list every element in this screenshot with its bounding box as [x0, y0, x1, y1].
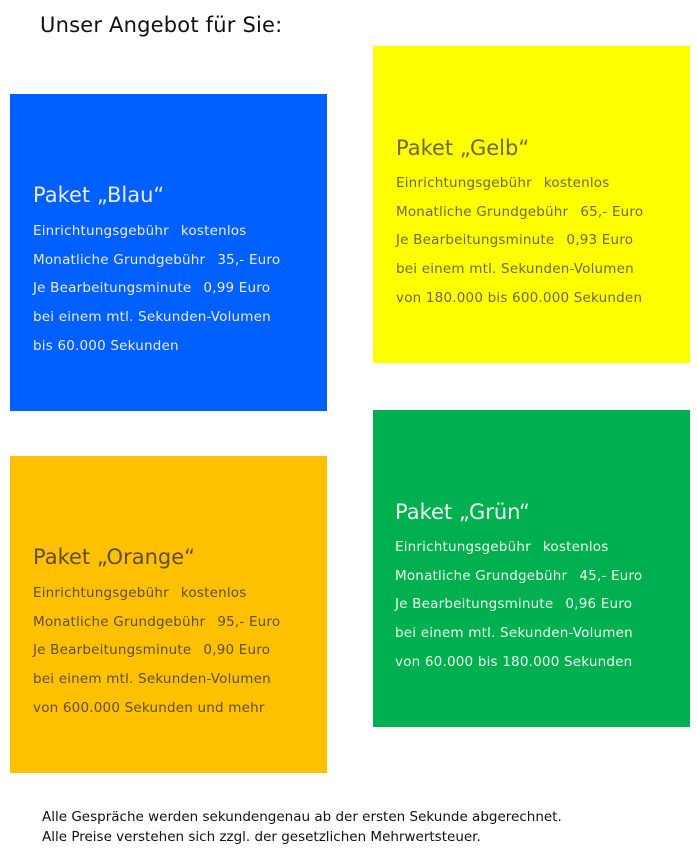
footer-line-1: Alle Gespräche werden sekundengenau ab der ersten Sekunde abgerechnet.	[42, 809, 562, 825]
per-minute-row	[33, 641, 270, 659]
setup-fee-row	[33, 222, 246, 240]
footer-line-2: Alle Preise verstehen sich zzgl. der gesetzlichen Mehrwertsteuer.	[42, 829, 481, 845]
package-title: Paket „Grün“	[395, 500, 530, 524]
volume-line-2: bis 60.000 Sekunden	[33, 338, 179, 354]
package-card-orange	[10, 456, 327, 773]
setup-fee-value: kostenlos	[543, 175, 610, 191]
page-title: Unser Angebot für Sie:	[40, 13, 283, 37]
package-title: Paket „Gelb“	[396, 136, 530, 160]
package-title: Paket „Orange“	[33, 545, 196, 569]
monthly-fee-value: 35,- Euro	[217, 252, 281, 268]
volume-line-1: bei einem mtl. Sekunden-Volumen	[395, 625, 633, 641]
setup-fee-label: Einrichtungsgebühr	[33, 223, 169, 239]
package-card-gelb	[373, 46, 690, 363]
monthly-fee-value: 45,- Euro	[579, 568, 643, 584]
monthly-fee-row	[33, 251, 280, 269]
per-minute-value: 0,90 Euro	[203, 642, 271, 658]
monthly-fee-label: Monatliche Grundgebühr	[33, 614, 206, 630]
per-minute-value: 0,96 Euro	[565, 596, 633, 612]
monthly-fee-label: Monatliche Grundgebühr	[33, 252, 206, 268]
package-card-gruen	[373, 410, 690, 727]
volume-line-2: von 180.000 bis 600.000 Sekunden	[396, 290, 643, 306]
setup-fee-label: Einrichtungsgebühr	[396, 175, 532, 191]
monthly-fee-value: 65,- Euro	[580, 204, 644, 220]
monthly-fee-row	[33, 613, 280, 631]
monthly-fee-label: Monatliche Grundgebühr	[395, 568, 568, 584]
per-minute-row	[395, 595, 632, 613]
per-minute-label: Je Bearbeitungsminute	[33, 280, 192, 296]
monthly-fee-row	[395, 567, 642, 585]
volume-line-1: bei einem mtl. Sekunden-Volumen	[33, 671, 271, 687]
setup-fee-value: kostenlos	[180, 585, 247, 601]
monthly-fee-row	[396, 203, 643, 221]
volume-line-2: von 600.000 Sekunden und mehr	[33, 700, 265, 716]
volume-line-2: von 60.000 bis 180.000 Sekunden	[395, 654, 633, 670]
setup-fee-value: kostenlos	[180, 223, 247, 239]
monthly-fee-label: Monatliche Grundgebühr	[396, 204, 569, 220]
setup-fee-label: Einrichtungsgebühr	[395, 539, 531, 555]
per-minute-value: 0,99 Euro	[203, 280, 271, 296]
footer-notes	[42, 807, 562, 847]
volume-line-1: bei einem mtl. Sekunden-Volumen	[33, 309, 271, 325]
setup-fee-value: kostenlos	[542, 539, 609, 555]
per-minute-label: Je Bearbeitungsminute	[33, 642, 192, 658]
per-minute-row	[396, 231, 633, 249]
per-minute-value: 0,93 Euro	[566, 232, 634, 248]
setup-fee-row	[33, 584, 246, 602]
setup-fee-label: Einrichtungsgebühr	[33, 585, 169, 601]
volume-line-1: bei einem mtl. Sekunden-Volumen	[396, 261, 634, 277]
monthly-fee-value: 95,- Euro	[217, 614, 281, 630]
setup-fee-row	[395, 538, 608, 556]
per-minute-label: Je Bearbeitungsminute	[395, 596, 554, 612]
setup-fee-row	[396, 174, 609, 192]
package-title: Paket „Blau“	[33, 183, 165, 207]
per-minute-label: Je Bearbeitungsminute	[396, 232, 555, 248]
package-card-blau	[10, 94, 327, 411]
per-minute-row	[33, 279, 270, 297]
